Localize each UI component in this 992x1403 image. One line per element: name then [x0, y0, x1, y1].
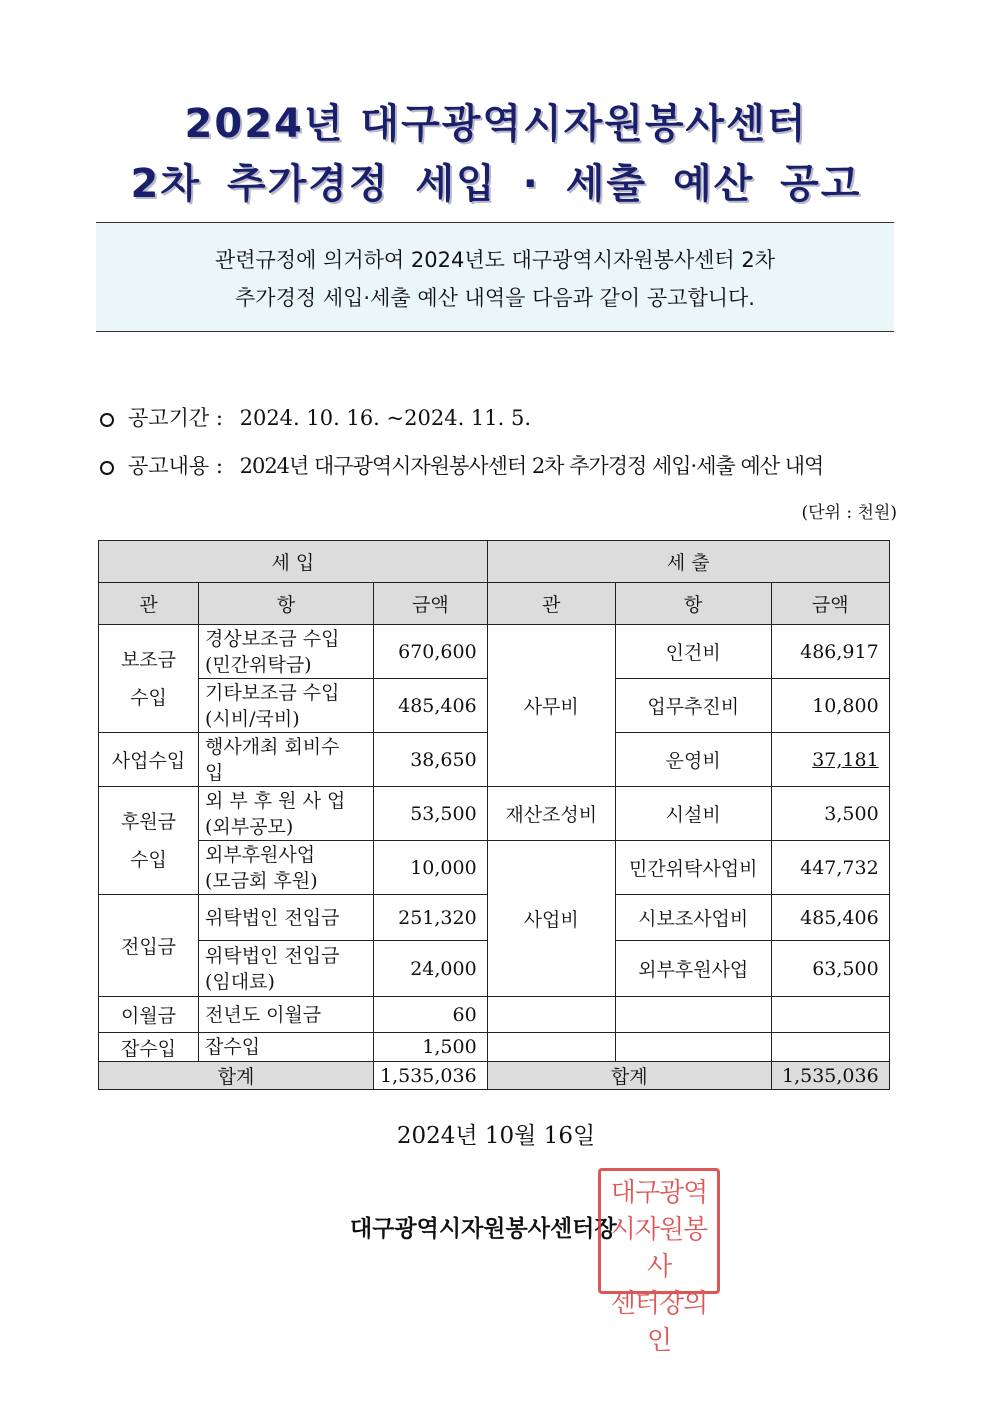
revenue-total: 1,535,036 [374, 1062, 488, 1090]
revenue-item: 전년도 이월금 [199, 997, 374, 1033]
revenue-item: 잡수입 [199, 1033, 374, 1062]
period-value: 2024. 10. 16. ~2024. 11. 5. [239, 406, 532, 430]
col-amount: 금액 [374, 583, 488, 625]
expense-amount-value: 37,181 [812, 748, 879, 771]
expense-amount: 486,917 [771, 625, 889, 679]
revenue-amount: 670,600 [374, 625, 488, 679]
expense-item: 운영비 [615, 733, 771, 787]
title-line-1: 2024년 대구광역시자원봉사센터 [184, 101, 808, 147]
content-label: 공고내용 : [128, 454, 223, 478]
expense-group-project: 사업비 [487, 841, 615, 997]
revenue-item: 기타보조금 수입 (시비/국비) [199, 679, 374, 733]
expense-item: 인건비 [615, 625, 771, 679]
revenue-item: 위탁법인 전입금 [199, 895, 374, 941]
expense-group-office: 사무비 [487, 625, 615, 787]
revenue-group-subsidy: 보조금 수입 [99, 625, 199, 733]
empty-cell [487, 997, 615, 1033]
expense-amount: 3,500 [771, 787, 889, 841]
revenue-item: 위탁법인 전입금 (임대료) [199, 941, 374, 997]
revenue-group-carryover: 이월금 [99, 997, 199, 1033]
expense-amount: 447,732 [771, 841, 889, 895]
expense-item: 민간위탁사업비 [615, 841, 771, 895]
expense-item: 시보조사업비 [615, 895, 771, 941]
notice-content [100, 450, 823, 480]
revenue-group-business: 사업수입 [99, 733, 199, 787]
expense-amount: 485,406 [771, 895, 889, 941]
bullet-circle-icon [100, 413, 114, 427]
revenue-amount: 485,406 [374, 679, 488, 733]
revenue-item: 경상보조금 수입 (민간위탁금) [199, 625, 374, 679]
col-gwan: 관 [99, 583, 199, 625]
revenue-header: 세 입 [99, 541, 488, 583]
empty-cell [771, 1033, 889, 1062]
expense-group-property: 재산조성비 [487, 787, 615, 841]
intro-box [96, 222, 894, 332]
col-amount: 금액 [771, 583, 889, 625]
revenue-total-label: 합계 [99, 1062, 374, 1090]
expense-amount: 63,500 [771, 941, 889, 997]
intro-line-2: 추가경정 세입·세출 예산 내역을 다음과 같이 공고합니다. [235, 286, 755, 310]
notice-period [100, 402, 531, 432]
empty-cell [615, 997, 771, 1033]
revenue-group-misc: 잡수입 [99, 1033, 199, 1062]
expense-item: 시설비 [615, 787, 771, 841]
col-hang: 항 [615, 583, 771, 625]
revenue-amount: 53,500 [374, 787, 488, 841]
col-hang: 항 [199, 583, 374, 625]
expense-total-label: 합계 [487, 1062, 771, 1090]
signer-name: 대구광역시자원봉사센터장 [350, 1215, 617, 1242]
revenue-amount: 10,000 [374, 841, 488, 895]
period-label: 공고기간 : [128, 406, 223, 430]
revenue-amount: 251,320 [374, 895, 488, 941]
expense-header: 세 출 [487, 541, 889, 583]
revenue-amount: 1,500 [374, 1033, 488, 1062]
expense-item: 외부후원사업 [615, 941, 771, 997]
revenue-item: 외 부 후 원 사 업 (외부공모) [199, 787, 374, 841]
content-value: 2024년 대구광역시자원봉사센터 2차 추가경정 세입·세출 예산 내역 [239, 454, 824, 478]
col-gwan: 관 [487, 583, 615, 625]
bullet-circle-icon [100, 461, 114, 475]
revenue-item: 행사개최 회비수 입 [199, 733, 374, 787]
revenue-group-transfer: 전입금 [99, 895, 199, 997]
empty-cell [487, 1033, 615, 1062]
expense-amount: 10,800 [771, 679, 889, 733]
intro-line-1: 관련규정에 의거하여 2024년도 대구광역시자원봉사센터 2차 [214, 248, 776, 272]
expense-total: 1,535,036 [771, 1062, 889, 1090]
revenue-amount: 24,000 [374, 941, 488, 997]
revenue-amount: 60 [374, 997, 488, 1033]
empty-cell [615, 1033, 771, 1062]
revenue-amount: 38,650 [374, 733, 488, 787]
revenue-group-donation: 후원금 수입 [99, 787, 199, 895]
title-line-2: 2차 추가경정 세입 · 세출 예산 공고 [130, 161, 862, 207]
revenue-item: 외부후원사업 (모금회 후원) [199, 841, 374, 895]
expense-item: 업무추진비 [615, 679, 771, 733]
notice-date: 2024년 10월 16일 [396, 1123, 596, 1149]
budget-table [98, 540, 890, 1090]
expense-amount [771, 733, 889, 787]
official-seal-stamp: 대구광역 시자원봉사 센터장의인 [598, 1168, 720, 1294]
unit-label: (단위 : 천원) [801, 503, 897, 523]
empty-cell [771, 997, 889, 1033]
